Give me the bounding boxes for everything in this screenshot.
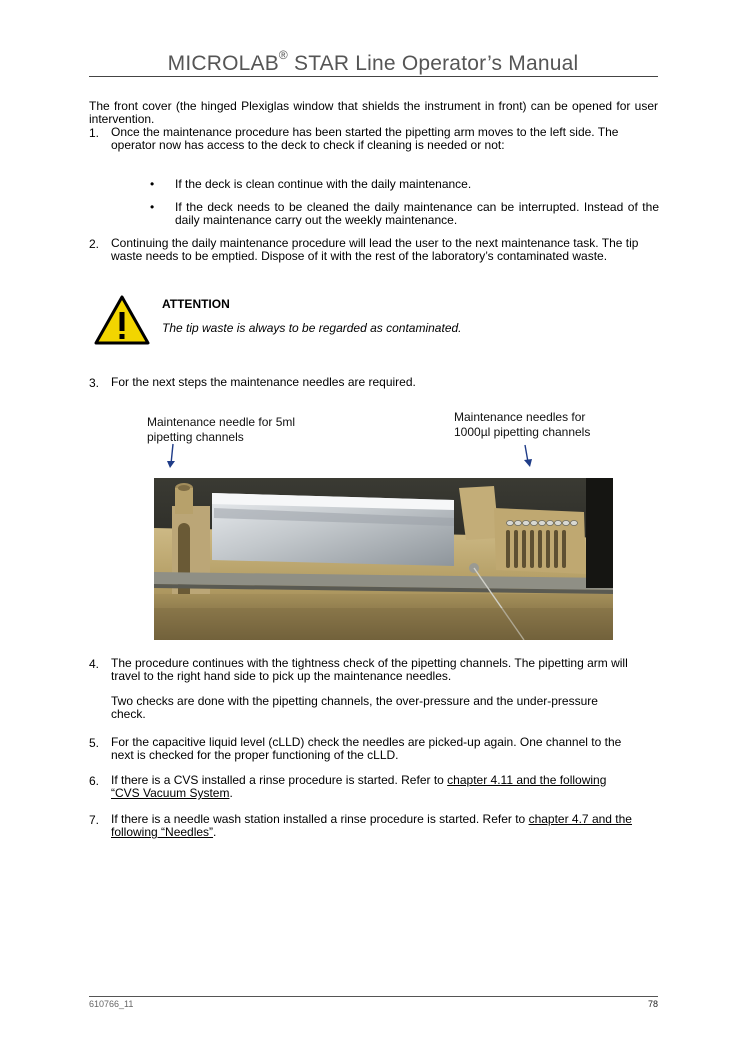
step-6-number: 6. xyxy=(89,774,100,788)
page-number: 78 xyxy=(647,999,658,1009)
figure-label-5ml-needle: Maintenance needle for 5ml pipetting channels xyxy=(147,415,296,444)
step-5-text: For the capacitive liquid level (cLLD) check the needles are picked-up again. One channel to the next is checked for the proper functioning of the cLLD. xyxy=(111,735,622,762)
step-4-text-2: Two checks are done with the pipetting channels, the over-pressure and the under-pressure check. xyxy=(111,694,598,721)
footer-rule xyxy=(89,996,658,997)
step-4-text: The procedure continues with the tightness check of the pipetting channels. The pipetting arm will travel to the right hand side to pick up the maintenance needles. xyxy=(111,656,628,683)
step-7-text xyxy=(111,813,641,839)
needles-chapter-link[interactable]: chapter 4.7 and the following “Needles” xyxy=(111,812,632,839)
bullet-dot: • xyxy=(150,177,155,191)
registered-mark: ® xyxy=(278,48,288,62)
document-number: 610766_11 xyxy=(89,999,134,1009)
header-title-pre: MICROLAB xyxy=(167,52,279,75)
cvs-chapter-link[interactable]: chapter 4.11 and the following “CVS Vacuum System xyxy=(111,773,607,800)
step-5-number: 5. xyxy=(89,736,100,750)
arrow-5ml-icon xyxy=(167,444,175,468)
step-1-text: Once the maintenance procedure has been started the pipetting arm moves to the left side. The operator now has access to the deck to check if cleaning is needed or not: xyxy=(111,125,619,152)
step-4-number: 4. xyxy=(89,657,100,671)
step-7-number: 7. xyxy=(89,813,100,827)
page-header-title xyxy=(0,48,746,76)
step-6-text-post: . xyxy=(229,786,233,800)
attention-text: The tip waste is always to be regarded as contaminated. xyxy=(162,321,462,335)
step-2-text: Continuing the daily maintenance procedure will lead the user to the next maintenance task. The tip waste needs to be emptied. Dispose of it with the rest of the laboratory’s contaminated waste. xyxy=(111,236,639,263)
header-title-post: STAR Line Operator’s Manual xyxy=(287,52,579,75)
bullet-2-text: If the deck needs to be cleaned the daily maintenance can be interrupted. Instead of the daily maintenance carry out the weekly maintenance. xyxy=(175,200,659,227)
arrow-1000ul-icon xyxy=(524,445,532,467)
step-1-number: 1. xyxy=(89,126,100,140)
step-7-text-pre: If there is a needle wash station installed a rinse procedure is started. Refer to xyxy=(111,812,529,826)
bullet-dot: • xyxy=(150,200,155,214)
header-rule xyxy=(89,76,658,77)
step-2-number: 2. xyxy=(89,237,100,251)
step-6-text-pre: If there is a CVS installed a rinse procedure is started. Refer to xyxy=(111,773,448,787)
bullet-1-text: If the deck is clean continue with the daily maintenance. xyxy=(175,177,472,191)
step-3-text: For the next steps the maintenance needles are required. xyxy=(111,375,416,389)
intro-paragraph: The front cover (the hinged Plexiglas window that shields the instrument in front) can be opened for user intervention. xyxy=(89,99,658,126)
step-7-text-post: . xyxy=(213,825,217,839)
step-3-number: 3. xyxy=(89,376,100,390)
figure-label-1000ul-needles: Maintenance needles for 1000µl pipetting channels xyxy=(454,410,591,439)
step-6-text xyxy=(111,774,631,800)
warning-icon xyxy=(94,295,150,345)
maintenance-needles-photo xyxy=(154,478,613,640)
attention-title: ATTENTION xyxy=(162,297,230,311)
